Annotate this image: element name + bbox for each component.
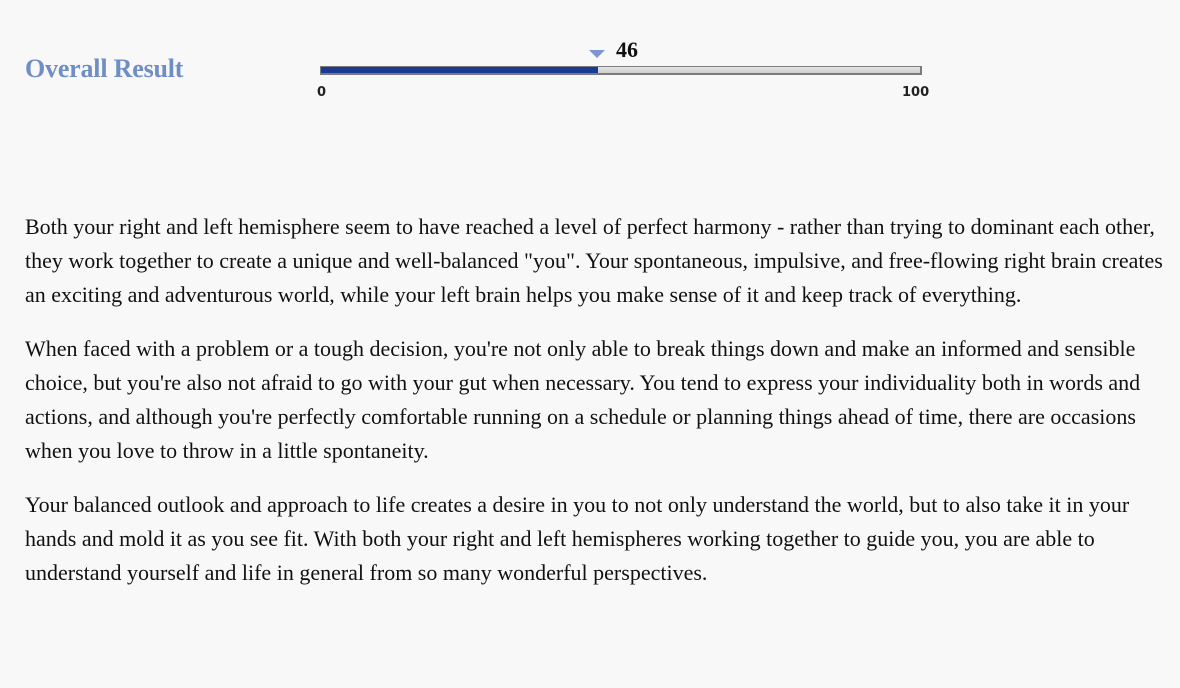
meter-max-label: 100 <box>902 85 930 100</box>
meter-value-label: 46 <box>616 37 638 62</box>
description-paragraph-3: Your balanced outlook and approach to life creates a desire in you to not only understand the world, but to also take it in your hands and mold it as you see fit. With both your right and left hemispheres working together to guide you, you are able to understand yourself and life in general from so many wonderful perspectives. <box>25 492 1130 585</box>
result-description <box>25 210 1165 610</box>
meter-track <box>320 66 922 75</box>
meter-fill <box>321 67 598 73</box>
meter-min-label: 0 <box>317 85 327 100</box>
overall-result-title: Overall Result <box>25 54 184 83</box>
description-paragraph-2: When faced with a problem or a tough decision, you're not only able to break things down and make an informed and sensible choice, but you're also not afraid to go with your gut when necessary. You tend to express your individuality both in words and actions, and although you're perfectly comfortable running on a schedule or planning things ahead of time, there are occasions when you love to throw in a little spontaneity. <box>25 336 1141 463</box>
meter-pointer-icon <box>589 50 605 58</box>
result-meter <box>317 36 930 106</box>
description-paragraph-1: Both your right and left hemisphere seem to have reached a level of perfect harmony - rather than trying to dominant each other, they work together to create a unique and well-balanced "you". Your spontaneous, impulsive, and free-flowing right brain creates an exciting and adventurous world, while your left brain helps you make sense of it and keep track of everything. <box>25 214 1163 307</box>
